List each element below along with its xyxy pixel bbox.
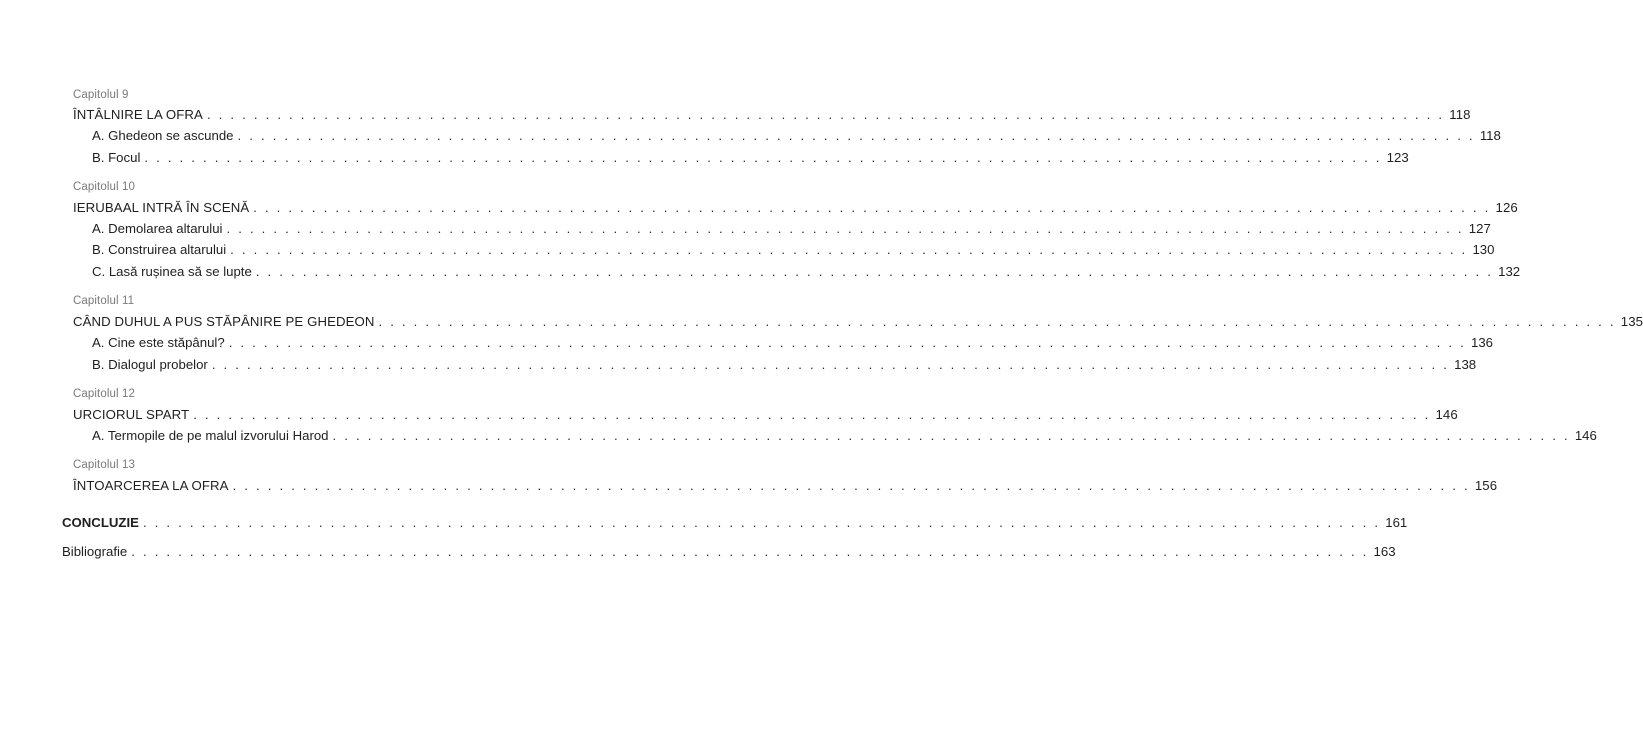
conclusion-title: CONCLUZIE: [62, 515, 139, 530]
page-number: 118: [1479, 128, 1501, 143]
page-number: 132: [1498, 264, 1521, 279]
chapter-12-title-entry[interactable]: [73, 407, 1458, 423]
chapter-9-section-a-entry[interactable]: [92, 128, 1501, 144]
page-number: 161: [1385, 515, 1408, 530]
chapter-title: ÎNTÂLNIRE LA OFRA: [73, 107, 203, 122]
dot-leader: . . . . . . . . . . . . . . . . . . . . . . . . . . . . . . . . . . . . . . . . . . . . . . . . . . . . . . . . . . . . . . . . . . . . . . . . . . . . . . . . . . . . . . . . . . . . . . . . . . . . . . . . . .: [332, 428, 1570, 443]
dot-leader: . . . . . . . . . . . . . . . . . . . . . . . . . . . . . . . . . . . . . . . . . . . . . . . . . . . . . . . . . . . . . . . . . . . . . . . . . . . . . . . . . . . . . . . . . . . . . . . . . . . . . . . . . .: [206, 107, 1445, 122]
dot-leader: . . . . . . . . . . . . . . . . . . . . . . . . . . . . . . . . . . . . . . . . . . . . . . . . . . . . . . . . . . . . . . . . . . . . . . . . . . . . . . . . . . . . . . . . . . . . . . . . . . . . . . . . . .: [237, 128, 1475, 143]
section-title: B. Dialogul probelor: [92, 357, 208, 372]
page-number: 146: [1574, 428, 1597, 443]
chapter-13-title-entry[interactable]: [73, 478, 1498, 494]
dot-leader: . . . . . . . . . . . . . . . . . . . . . . . . . . . . . . . . . . . . . . . . . . . . . . . . . . . . . . . . . . . . . . . . . . . . . . . . . . . . . . . . . . . . . . . . . . . . . . . . . . . . . . . . . .: [144, 150, 1382, 165]
chapter-11-section-a-entry[interactable]: [92, 335, 1494, 351]
chapter-10-label: Capitolul 10: [73, 181, 135, 193]
page-number: 127: [1468, 221, 1491, 236]
chapter-title: IERUBAAL INTRĂ ÎN SCENĂ: [73, 200, 250, 215]
dot-leader: . . . . . . . . . . . . . . . . . . . . . . . . . . . . . . . . . . . . . . . . . . . . . . . . . . . . . . . . . . . . . . . . . . . . . . . . . . . . . . . . . . . . . . . . . . . . . . . . . . . . . . . . . .: [131, 544, 1369, 559]
dot-leader: . . . . . . . . . . . . . . . . . . . . . . . . . . . . . . . . . . . . . . . . . . . . . . . . . . . . . . . . . . . . . . . . . . . . . . . . . . . . . . . . . . . . . . . . . . . . . . . . . . . . . . . . . .: [255, 264, 1494, 279]
chapter-title: CÂND DUHUL A PUS STĂPÂNIRE PE GHEDEON: [73, 314, 375, 329]
chapter-10-title-entry[interactable]: [73, 200, 1518, 216]
dot-leader: . . . . . . . . . . . . . . . . . . . . . . . . . . . . . . . . . . . . . . . . . . . . . . . . . . . . . . . . . . . . . . . . . . . . . . . . . . . . . . . . . . . . . . . . . . . . . . . . . . . . . . . . . .: [226, 221, 1464, 236]
dot-leader: . . . . . . . . . . . . . . . . . . . . . . . . . . . . . . . . . . . . . . . . . . . . . . . . . . . . . . . . . . . . . . . . . . . . . . . . . . . . . . . . . . . . . . . . . . . . . . . . . . . . . . . . . .: [142, 515, 1381, 530]
chapter-9-section-b-entry[interactable]: [92, 150, 1409, 166]
section-title: B. Construirea altarului: [92, 242, 227, 257]
page-number: 123: [1386, 150, 1409, 165]
section-title: A. Termopile de pe malul izvorului Harod: [92, 428, 329, 443]
chapter-title: ÎNTOARCEREA LA OFRA: [73, 478, 229, 493]
chapter-9-title-entry[interactable]: [73, 107, 1471, 123]
conclusion-entry[interactable]: [62, 515, 1408, 531]
dot-leader: . . . . . . . . . . . . . . . . . . . . . . . . . . . . . . . . . . . . . . . . . . . . . . . . . . . . . . . . . . . . . . . . . . . . . . . . . . . . . . . . . . . . . . . . . . . . . . . . . . . . . . . . . .: [232, 478, 1470, 493]
page-number: 146: [1435, 407, 1458, 422]
page-number: 156: [1474, 478, 1498, 493]
chapter-9-label: Capitolul 9: [73, 89, 129, 101]
chapter-13-label: Capitolul 13: [73, 459, 135, 471]
chapter-10-section-c-entry[interactable]: [92, 264, 1521, 280]
section-title: A. Cine este stăpânul?: [92, 335, 225, 350]
chapter-11-section-b-entry[interactable]: [92, 357, 1477, 373]
page-number: 135: [1620, 314, 1643, 329]
dot-leader: . . . . . . . . . . . . . . . . . . . . . . . . . . . . . . . . . . . . . . . . . . . . . . . . . . . . . . . . . . . . . . . . . . . . . . . . . . . . . . . . . . . . . . . . . . . . . . . . . . . . . . . . . .: [211, 357, 1450, 372]
chapter-10-section-b-entry[interactable]: [92, 242, 1495, 258]
page-number: 130: [1472, 242, 1495, 257]
dot-leader: . . . . . . . . . . . . . . . . . . . . . . . . . . . . . . . . . . . . . . . . . . . . . . . . . . . . . . . . . . . . . . . . . . . . . . . . . . . . . . . . . . . . . . . . . . . . . . . . . . . . . . . . . .: [228, 335, 1466, 350]
section-title: C. Lasă rușinea să se lupte: [92, 264, 252, 279]
page-number: 136: [1471, 335, 1494, 350]
chapter-12-section-a-entry[interactable]: [92, 428, 1597, 444]
section-title: B. Focul: [92, 150, 141, 165]
bibliography-title: Bibliografie: [62, 544, 128, 559]
bibliography-entry[interactable]: [62, 544, 1396, 560]
page-number: 118: [1449, 107, 1471, 122]
section-title: A. Ghedeon se ascunde: [92, 128, 234, 143]
page-number: 163: [1373, 544, 1396, 559]
chapter-11-title-entry[interactable]: [73, 314, 1643, 330]
chapter-12-label: Capitolul 12: [73, 388, 135, 400]
chapter-title: URCIORUL SPART: [73, 407, 190, 422]
section-title: A. Demolarea altarului: [92, 221, 223, 236]
dot-leader: . . . . . . . . . . . . . . . . . . . . . . . . . . . . . . . . . . . . . . . . . . . . . . . . . . . . . . . . . . . . . . . . . . . . . . . . . . . . . . . . . . . . . . . . . . . . . . . . . . . . . . . . . .: [253, 200, 1491, 215]
chapter-11-label: Capitolul 11: [73, 295, 135, 307]
dot-leader: . . . . . . . . . . . . . . . . . . . . . . . . . . . . . . . . . . . . . . . . . . . . . . . . . . . . . . . . . . . . . . . . . . . . . . . . . . . . . . . . . . . . . . . . . . . . . . . . . . . . . . . . . .: [193, 407, 1431, 422]
dot-leader: . . . . . . . . . . . . . . . . . . . . . . . . . . . . . . . . . . . . . . . . . . . . . . . . . . . . . . . . . . . . . . . . . . . . . . . . . . . . . . . . . . . . . . . . . . . . . . . . . . . . . . . . . .: [378, 314, 1616, 329]
dot-leader: . . . . . . . . . . . . . . . . . . . . . . . . . . . . . . . . . . . . . . . . . . . . . . . . . . . . . . . . . . . . . . . . . . . . . . . . . . . . . . . . . . . . . . . . . . . . . . . . . . . . . . . . . .: [230, 242, 1468, 257]
page-number: 126: [1495, 200, 1518, 215]
page-number: 138: [1454, 357, 1477, 372]
chapter-10-section-a-entry[interactable]: [92, 221, 1491, 237]
